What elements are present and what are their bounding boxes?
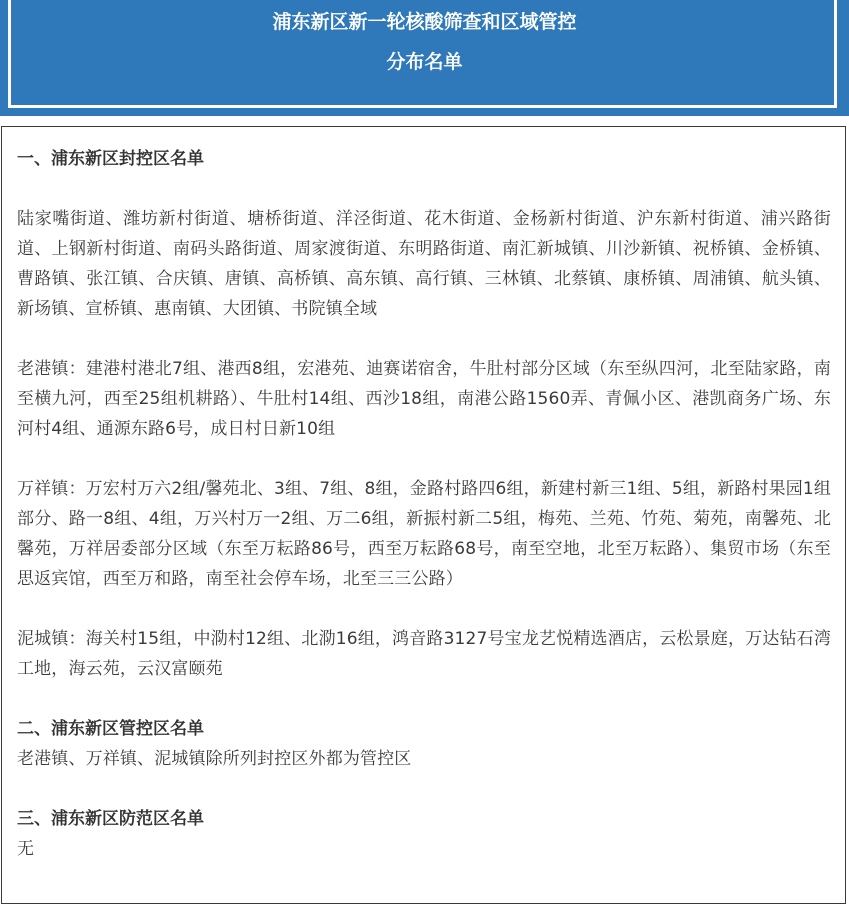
section-heading-lockdown: 一、浦东新区封控区名单 (17, 149, 204, 169)
wanxiang-town-paragraph: 万祥镇：万宏村万六2组/馨苑北、3组、7组、8组，金路村路四6组，新建村新三1组、5组，新路村果园1组部分、路一8组、4组，万兴村万一2组、万二6组，新振村新二5组，梅苑、兰苑、竹苑、菊苑，南馨苑、北馨苑，万祥居委部分区域（东至万耘路86号，西至万耘路68号，南至空地，北至万耘路）、集贸市场（东至思返宾馆，西至万和路，南至社会停车场，北至三三公路） (17, 479, 831, 589)
spacer (17, 444, 831, 474)
spacer (17, 174, 831, 204)
section-heading-prevention: 三、浦东新区防范区名单 (17, 809, 204, 829)
page-title: 浦东新区新一轮核酸筛查和区域管控 (272, 11, 577, 33)
spacer (17, 774, 831, 804)
nicheng-town-paragraph: 泥城镇：海关村15组，中泐村12组、北泐16组，鸿音路3127号宝龙艺悦精选酒店，云松景庭，万达钻石湾工地，海云苑，云汉富颐苑 (17, 629, 831, 679)
control-area-text: 老港镇、万祥镇、泥城镇除所列封控区外都为管控区 (17, 749, 412, 769)
spacer (17, 324, 831, 354)
spacer (17, 594, 831, 624)
page-subtitle: 分布名单 (386, 51, 463, 73)
section-heading-control: 二、浦东新区管控区名单 (17, 719, 204, 739)
title-banner (0, 0, 849, 116)
lockdown-streets-paragraph: 陆家嘴街道、潍坊新村街道、塘桥街道、洋泾街道、花木街道、金杨新村街道、沪东新村街道、浦兴路街道、上钢新村街道、南码头路街道、周家渡街道、东明路街道、南汇新城镇、川沙新镇、祝桥镇、金桥镇、曹路镇、张江镇、合庆镇、唐镇、高桥镇、高东镇、高行镇、三林镇、北蔡镇、康桥镇、周浦镇、航头镇、新场镇、宣桥镇、惠南镇、大团镇、书院镇全域 (17, 209, 831, 319)
spacer (17, 684, 831, 714)
prevention-area-text: 无 (17, 839, 35, 859)
content-box (1, 126, 846, 904)
laogang-town-paragraph: 老港镇：建港村港北7组、港西8组，宏港苑、迪赛诺宿舍，牛肚村部分区域（东至纵四河，北至陆家路，南至横九河，西至25组机耕路）、牛肚村14组、西沙18组，南港公路1560弄、青佩小区、港凯商务广场、东河村4组、通源东路6号，成日村日新10组 (17, 359, 831, 439)
